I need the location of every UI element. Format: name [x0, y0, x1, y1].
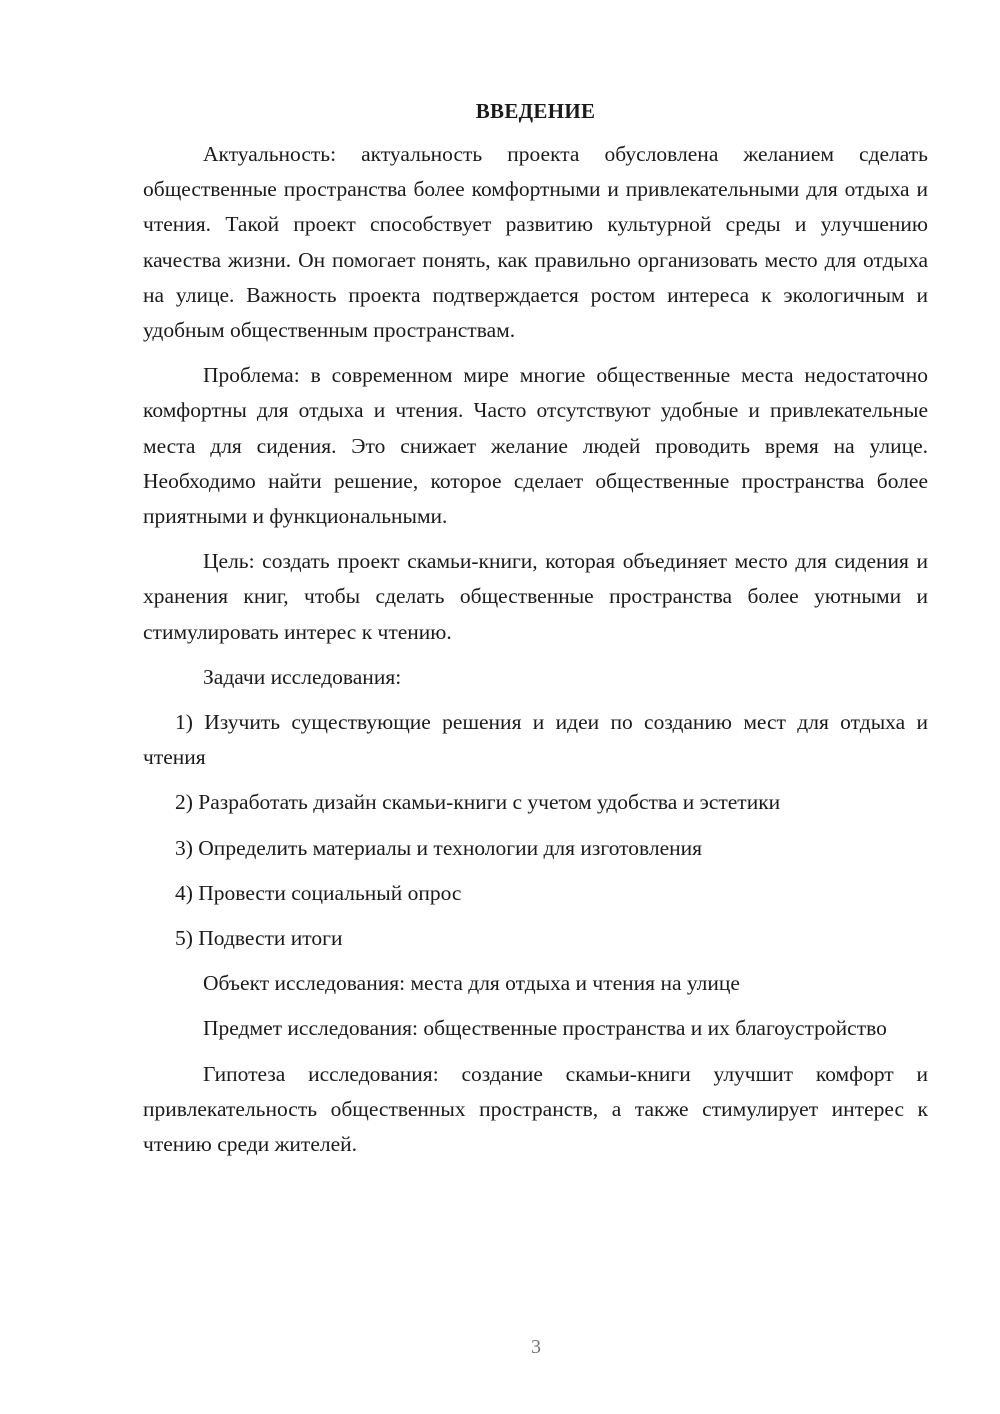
task-item-2: 2) Разработать дизайн скамьи-книги с учетом удобства и эстетики	[175, 790, 781, 815]
page-content	[143, 96, 928, 1162]
page-title: ВВЕДЕНИЕ	[475, 99, 596, 123]
task-item-1: 1) Изучить существующие решения и идеи по созданию мест для отдыха и чтения	[143, 710, 928, 770]
object-paragraph: Объект исследования: места для отдыха и чтения на улице	[203, 971, 740, 996]
tasks-heading: Задачи исследования:	[203, 664, 402, 689]
goal-paragraph: Цель: создать проект скамьи-книги, которая объединяет место для сидения и хранения книг, чтобы сделать общественные пространства более уютными и стимулировать интерес к чтению.	[143, 549, 928, 644]
problem-paragraph: Проблема: в современном мире многие общественные места недостаточно комфортны для отдыха и чтения. Часто отсутствуют удобные и привлекательные места для сидения. Это снижает желание людей проводить время на улице. Необходимо найти решение, которое сделает общественные пространства более приятными и функциональными.	[143, 363, 928, 529]
task-item-4: 4) Провести социальный опрос	[175, 880, 462, 905]
page-number: 3	[531, 1336, 541, 1358]
hypothesis-paragraph: Гипотеза исследования: создание скамьи-книги улучшит комфорт и привлекательность общественных пространств, а также стимулирует интерес к чтению среди жителей.	[143, 1061, 928, 1157]
task-item-3: 3) Определить материалы и технологии для изготовления	[175, 835, 703, 860]
task-item-5: 5) Подвести итоги	[175, 926, 343, 951]
subject-paragraph: Предмет исследования: общественные пространства и их благоустройство	[203, 1016, 887, 1041]
relevance-paragraph: Актуальность: актуальность проекта обусловлена желанием сделать общественные пространства более комфортными и привлекательными для отдыха и чтения. Такой проект способствует развитию культурной среды и улучшению качества жизни. Он помогает понять, как правильно организовать место для отдыха на улице. Важность проекта подтверждается ростом интереса к экологичным и удобным общественным пространствам.	[143, 142, 928, 343]
